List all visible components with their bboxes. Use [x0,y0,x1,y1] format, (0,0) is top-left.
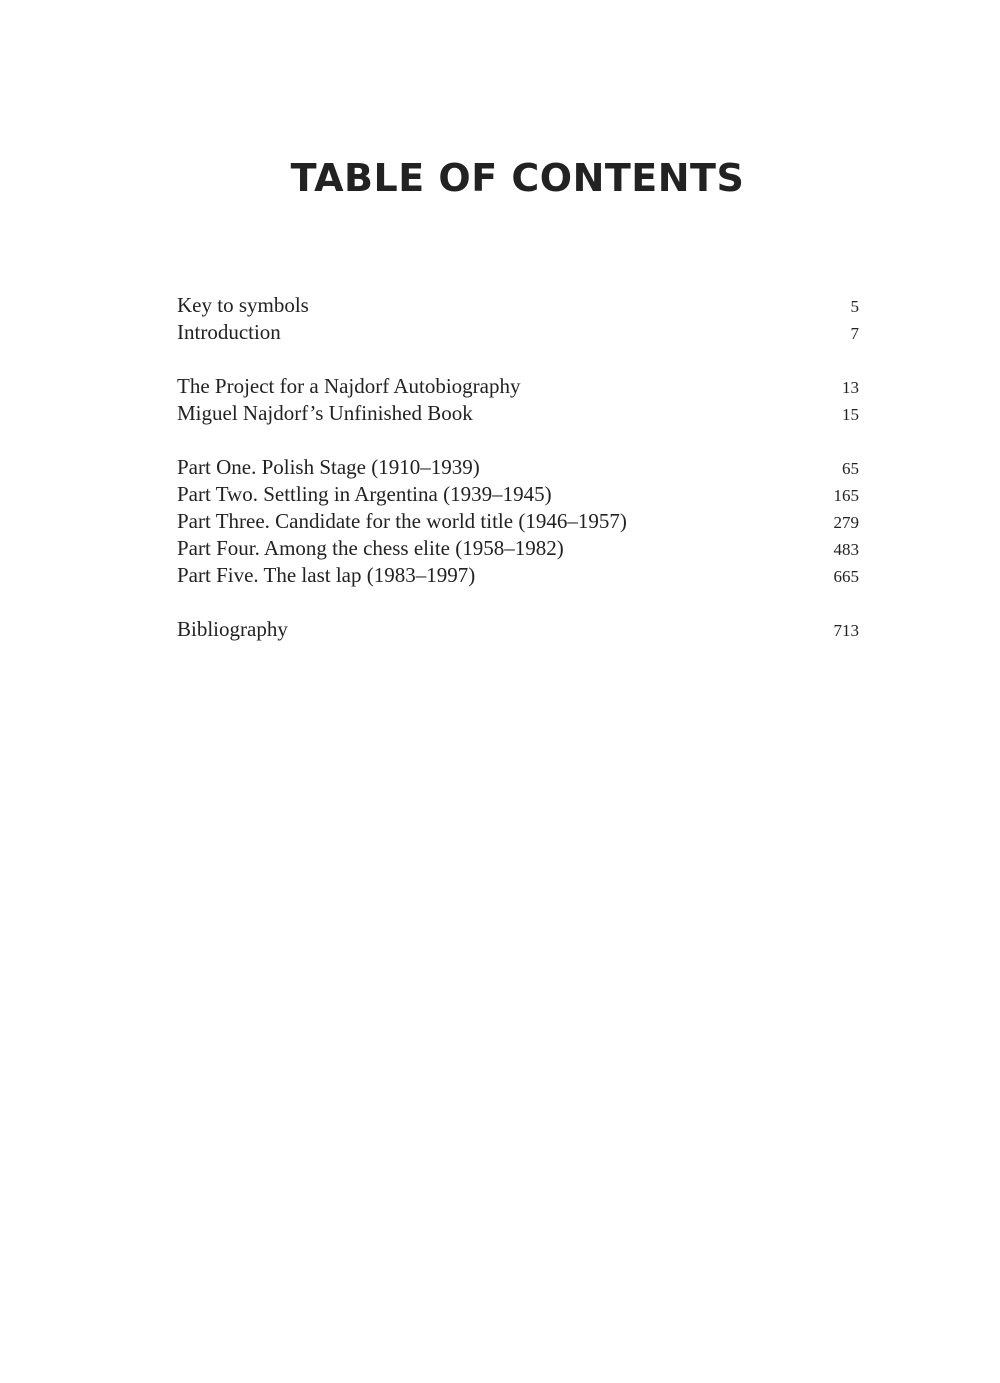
toc-entry-page-number: 279 [833,513,859,532]
toc-group-parts [177,454,859,589]
toc-entry-page-number: 13 [842,378,859,397]
toc-entry[interactable] [177,373,859,400]
toc-entry[interactable] [177,535,859,562]
toc-group-back-matter [177,616,859,643]
toc-entry-title: Introduction [177,320,281,344]
toc-entry[interactable] [177,319,859,346]
toc-entry[interactable] [177,481,859,508]
toc-group-front-matter [177,292,859,346]
toc-entry[interactable] [177,292,859,319]
toc-entry-page-number: 713 [833,621,859,640]
toc-entry-title: Part Five. The last lap (1983–1997) [177,563,476,587]
toc-entry-title: Part Three. Candidate for the world title (1946–1957) [177,509,627,533]
toc-entry-title: Key to symbols [177,293,309,317]
toc-entry-title: Part Four. Among the chess elite (1958–1982) [177,536,564,560]
toc-entry-page-number: 483 [833,540,859,559]
page-title: TABLE OF CONTENTS [290,156,745,200]
toc-entry-title: Part Two. Settling in Argentina (1939–1945) [177,482,552,506]
toc-entry[interactable] [177,616,859,643]
toc-entry-title: Miguel Najdorf’s Unfinished Book [177,401,473,425]
toc-entry[interactable] [177,508,859,535]
toc-entry-page-number: 7 [850,324,859,343]
toc-entry-title: Bibliography [177,617,288,641]
toc-entry-title: Part One. Polish Stage (1910–1939) [177,455,480,479]
toc-entry-page-number: 5 [850,297,859,316]
toc-entry-title: The Project for a Najdorf Autobiography [177,374,521,398]
toc-entry-page-number: 65 [842,459,859,478]
table-of-contents [177,292,859,670]
toc-entry-page-number: 15 [842,405,859,424]
toc-entry[interactable] [177,454,859,481]
toc-entry-page-number: 665 [833,567,859,586]
toc-group-preface [177,373,859,427]
toc-entry[interactable] [177,400,859,427]
toc-entry[interactable] [177,562,859,589]
toc-entry-page-number: 165 [833,486,859,505]
